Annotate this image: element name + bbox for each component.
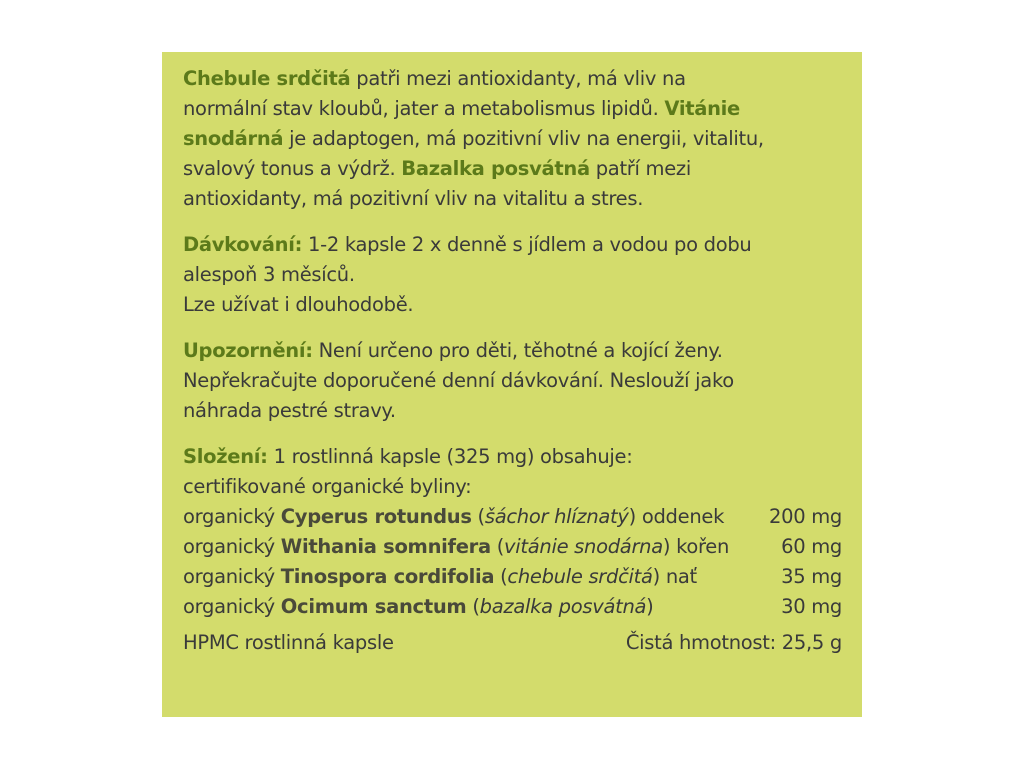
ingredient-desc: organický Withania somnifera (vitánie snodárna) kořen: [183, 535, 730, 558]
intro-text: patří mezi: [589, 157, 691, 180]
herb-name-bazalka: Bazalka posvátná: [401, 157, 590, 180]
ingredient-common-name: šáchor hlíznatý: [484, 505, 629, 528]
ingredient-common-name: vitánie snodárna: [504, 535, 663, 558]
ingredient-desc: organický Cyperus rotundus (šáchor hlíznatý) oddenek: [183, 505, 725, 528]
ingredient-latin-name: Withania somnifera: [280, 535, 491, 558]
product-label-panel: [162, 52, 862, 717]
dosage-section: [183, 230, 842, 320]
herb-name-vitanie: snodárná: [183, 127, 284, 150]
capsule-note: HPMC rostlinná kapsle: [183, 631, 394, 654]
ingredient-common-name: bazalka posvátná: [479, 595, 647, 618]
intro-text: patři mezi antioxidanty, má vliv na: [350, 67, 686, 90]
label-footer: [183, 628, 842, 658]
warning-text: Není určeno pro děti, těhotné a kojící ženy.: [312, 339, 723, 362]
herb-name-vitanie: Vitánie: [664, 97, 740, 120]
intro-paragraph: [183, 64, 842, 214]
ingredient-row: [183, 562, 842, 592]
intro-text: normální stav kloubů, jater a metabolismus lipidů.: [183, 97, 665, 120]
ingredient-row: [183, 592, 842, 622]
ingredient-row: [183, 532, 842, 562]
dosage-text: 1-2 kapsle 2 x denně s jídlem a vodou po dobu: [302, 233, 752, 256]
intro-text: je adaptogen, má pozitivní vliv na energii, vitalitu,: [283, 127, 764, 150]
net-weight: Čistá hmotnost: 25,5 g: [625, 631, 842, 654]
warning-section: [183, 336, 842, 426]
composition-text: certifikované organické byliny:: [183, 475, 472, 498]
ingredient-latin-name: Ocimum sanctum: [280, 595, 467, 618]
ingredient-latin-name: Tinospora cordifolia: [280, 565, 495, 588]
dosage-text: alespoň 3 měsíců.: [183, 263, 355, 286]
composition-label: Složení:: [183, 445, 268, 468]
ingredient-amount: 30 mg: [781, 595, 842, 618]
intro-text: antioxidanty, má pozitivní vliv na vitalitu a stres.: [183, 187, 644, 210]
ingredient-amount: 200 mg: [769, 505, 842, 528]
ingredient-amount: 60 mg: [781, 535, 842, 558]
intro-text: svalový tonus a výdrž.: [183, 157, 402, 180]
ingredient-latin-name: Cyperus rotundus: [280, 505, 472, 528]
warning-label: Upozornění:: [183, 339, 313, 362]
ingredient-common-name: chebule srdčitá: [507, 565, 653, 588]
dosage-text: Lze užívat i dlouhodobě.: [183, 293, 414, 316]
ingredient-row: [183, 502, 842, 532]
composition-section: [183, 442, 842, 622]
ingredient-desc: organický Tinospora cordifolia (chebule srdčitá) nať: [183, 565, 697, 588]
composition-text: 1 rostlinná kapsle (325 mg) obsahuje:: [267, 445, 633, 468]
herb-name-chebule: Chebule srdčitá: [183, 67, 351, 90]
ingredient-amount: 35 mg: [781, 565, 842, 588]
dosage-label: Dávkování:: [183, 233, 303, 256]
ingredient-desc: organický Ocimum sanctum (bazalka posvátná): [183, 595, 654, 618]
warning-text: Nepřekračujte doporučené denní dávkování. Neslouží jako: [183, 369, 734, 392]
warning-text: náhrada pestré stravy.: [183, 399, 396, 422]
